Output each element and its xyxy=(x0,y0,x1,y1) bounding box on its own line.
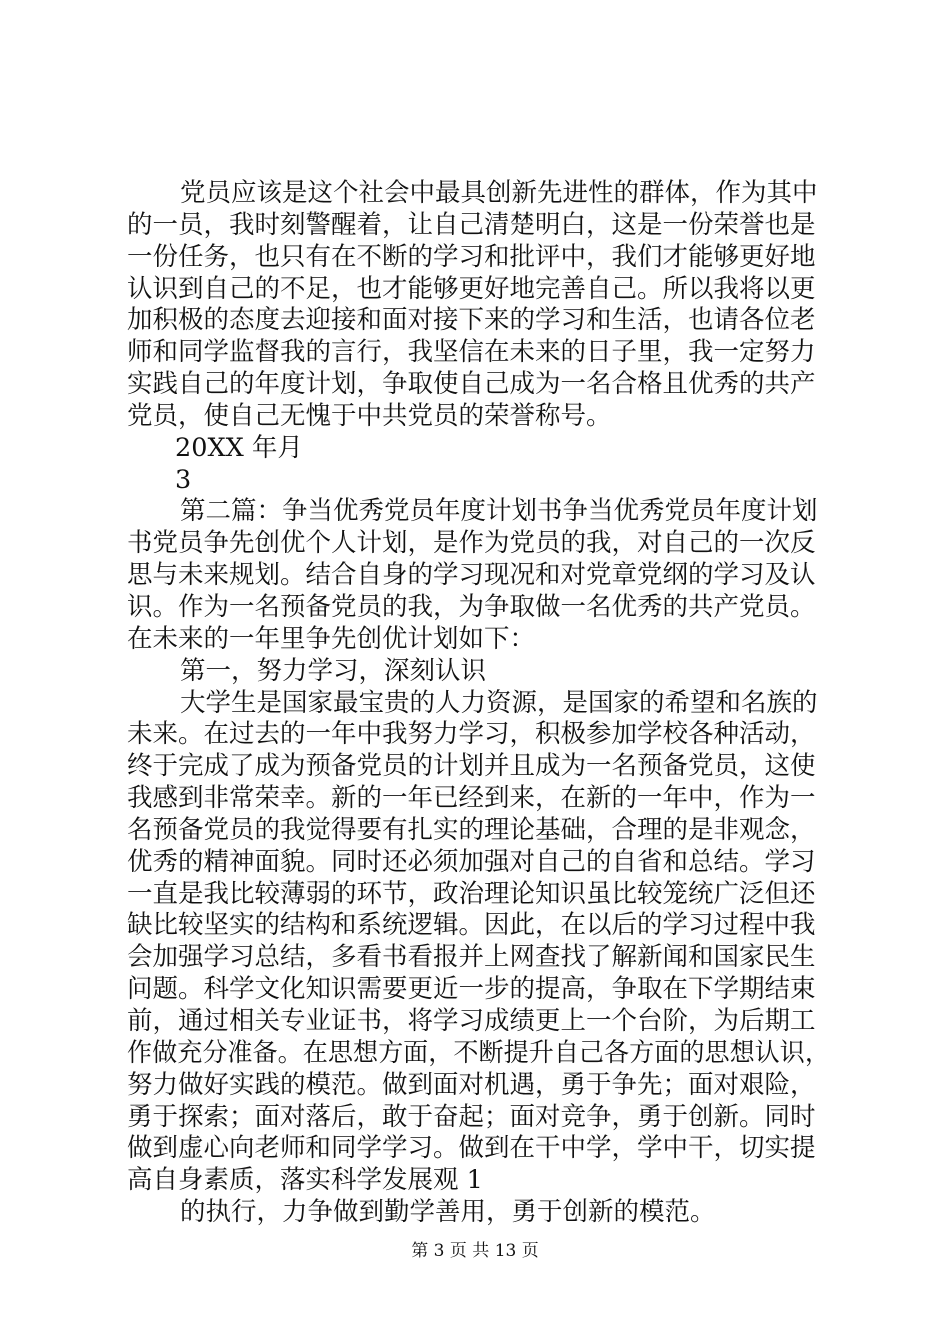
paragraph-line: 终于完成了成为预备党员的计划并且成为一名预备党员，这使 xyxy=(127,751,816,782)
paragraph-line: 勇于探索；面对落后，敢于奋起；面对竞争，勇于创新。同时 xyxy=(127,1101,816,1132)
paragraph-line: 优秀的精神面貌。同时还必须加强对自己的自省和总结。学习 xyxy=(127,846,816,877)
paragraph-line: 我感到非常荣幸。新的一年已经到来，在新的一年中，作为一 xyxy=(127,783,816,813)
paragraph-line: 党员，使自己无愧于中共党员的荣誉称号。 xyxy=(127,400,612,431)
subheading-line: 第一，努力学习，深刻认识 xyxy=(180,655,487,686)
paragraph-line: 名预备党员的我觉得要有扎实的理论基础，合理的是非观念， xyxy=(127,814,816,845)
section-heading-line: 第二篇：争当优秀党员年度计划书争当优秀党员年度计划 xyxy=(180,496,818,527)
date-line: 20XX 年月 xyxy=(175,432,303,463)
paragraph-line: 做到虚心向老师和同学学习。做到在干中学，学中干，切实提 xyxy=(127,1133,816,1164)
paragraph-line: 一直是我比较薄弱的环节，政治理论知识虽比较笼统广泛但还 xyxy=(127,878,816,909)
paragraph-line: 师和同学监督我的言行，我坚信在未来的日子里，我一定努力 xyxy=(127,337,816,368)
paragraph-line: 未来。在过去的一年中我努力学习，积极参加学校各种活动， xyxy=(127,719,816,750)
paragraph-line: 在未来的一年里争先创优计划如下： xyxy=(127,623,536,654)
paragraph-line: 前，通过相关专业证书，将学习成绩更上一个台阶，为后期工 xyxy=(127,1005,816,1036)
paragraph-line: 实践自己的年度计划，争取使自己成为一名合格且优秀的共产 xyxy=(127,369,816,400)
paragraph-line: 一份任务，也只有在不断的学习和批评中，我们才能够更好地 xyxy=(127,241,816,272)
page-footer: 第 3 页 共 13 页 xyxy=(411,1241,539,1261)
paragraph-line: 高自身素质，落实科学发展观 1 xyxy=(127,1165,483,1196)
date-day-line: 3 xyxy=(175,464,192,495)
paragraph-line: 认识到自己的不足，也才能够更好地完善自己。所以我将以更 xyxy=(127,273,816,304)
paragraph-line: 作做充分准备。在思想方面，不断提升自己各方面的思想认识， xyxy=(127,1037,831,1068)
paragraph-line: 会加强学习总结，多看书看报并上网查找了解新闻和国家民生 xyxy=(127,942,816,973)
paragraph-line: 思与未来规划。结合自身的学习现况和对党章党纲的学习及认 xyxy=(127,560,816,591)
paragraph-line: 大学生是国家最宝贵的人力资源，是国家的希望和名族的 xyxy=(180,687,818,718)
paragraph-line: 努力做好实践的模范。做到面对机遇，勇于争先；面对艰险， xyxy=(127,1069,816,1100)
paragraph-line: 缺比较坚实的结构和系统逻辑。因此，在以后的学习过程中我 xyxy=(127,910,816,941)
paragraph-line: 书党员争先创优个人计划，是作为党员的我，对自己的一次反 xyxy=(127,528,816,559)
paragraph-line: 的一员，我时刻警醒着，让自己清楚明白，这是一份荣誉也是 xyxy=(127,209,816,240)
paragraph-line: 党员应该是这个社会中最具创新先进性的群体，作为其中 xyxy=(180,178,818,208)
paragraph-line: 问题。科学文化知识需要更近一步的提高，争取在下学期结束 xyxy=(127,974,816,1005)
paragraph-line: 加积极的态度去迎接和面对接下来的学习和生活，也请各位老 xyxy=(127,305,816,336)
paragraph-line: 识。作为一名预备党员的我，为争取做一名优秀的共产党员。 xyxy=(127,592,816,622)
paragraph-line: 的执行，力争做到勤学善用，勇于创新的模范。 xyxy=(180,1197,716,1227)
